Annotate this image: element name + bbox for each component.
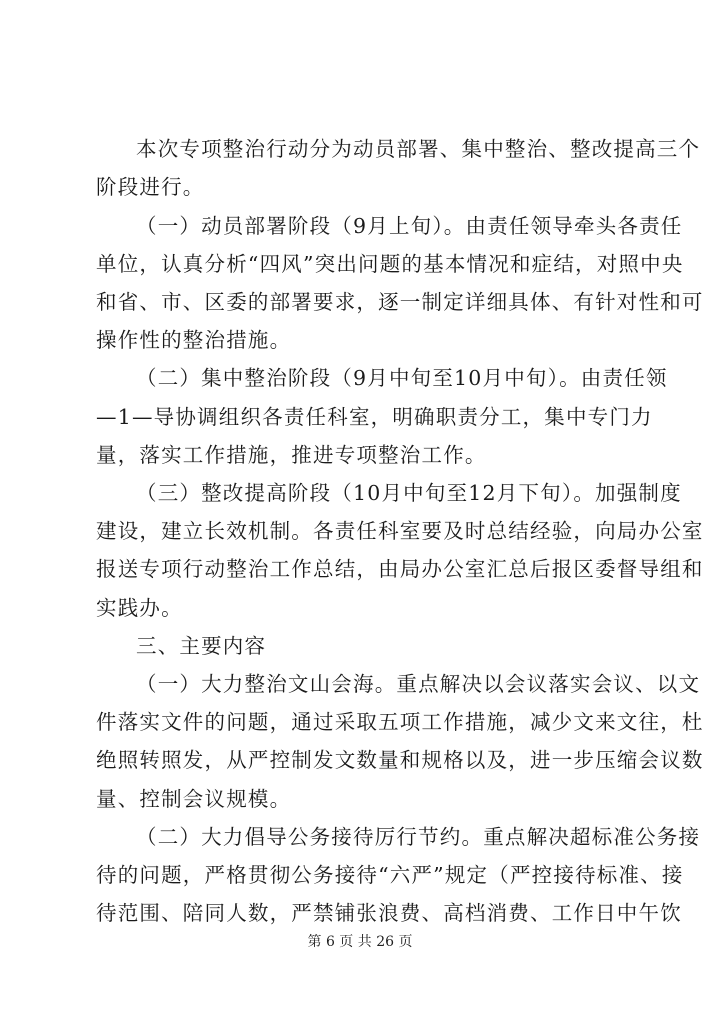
text-line-2: 阶段进行。	[96, 175, 205, 199]
section-heading: 三、主要内容	[136, 634, 267, 658]
text-line-5: 和省、市、区委的部署要求，逐一制定详细具体、有针对性和可	[96, 290, 704, 314]
text-line-3: （一）动员部署阶段（9月上旬）。由责任领导牵头各责任	[136, 214, 683, 238]
text-line-8: —1—导协调组织各责任科室，明确职责分工，集中专门力	[96, 405, 653, 429]
text-line-12: 报送专项行动整治工作总结，由局办公室汇总后报区委督导组和	[96, 557, 704, 581]
page-number-footer: 第 6 页 共 26 页	[307, 934, 413, 950]
text-line-13: 实践办。	[96, 596, 183, 620]
text-line-17: 绝照转照发，从严控制发文数量和规格以及，进一步压缩会议数	[96, 748, 704, 772]
text-line-10: （三）整改提高阶段（10月中旬至12月下旬）。加强制度	[136, 481, 682, 505]
text-line-16: 件落实文件的问题，通过采取五项工作措施，减少文来文往，杜	[96, 710, 704, 734]
text-line-6: 操作性的整治措施。	[96, 328, 292, 352]
text-line-18: 量、控制会议规模。	[96, 787, 292, 811]
text-line-1: 本次专项整治行动分为动员部署、集中整治、整改提高三个	[136, 137, 701, 161]
text-line-15: （一）大力整治文山会海。重点解决以会议落实会议、以文	[136, 672, 701, 696]
text-line-19: （二）大力倡导公务接待厉行节约。重点解决超标准公务接	[136, 825, 701, 849]
text-line-20: 待的问题，严格贯彻公务接待“六严”规定（严控接待标准、接	[96, 863, 684, 887]
text-line-11: 建设，建立长效机制。各责任科室要及时总结经验，向局办公室	[96, 519, 704, 543]
text-line-21: 待范围、陪同人数，严禁铺张浪费、高档消费、工作日中午饮	[96, 901, 682, 925]
text-line-7: （二）集中整治阶段（9月中旬至10月中旬）。由责任领	[136, 366, 668, 390]
text-line-4: 单位，认真分析“四风”突出问题的基本情况和症结，对照中央	[96, 252, 684, 276]
text-line-9: 量，落实工作措施，推进专项整治工作。	[96, 443, 487, 467]
